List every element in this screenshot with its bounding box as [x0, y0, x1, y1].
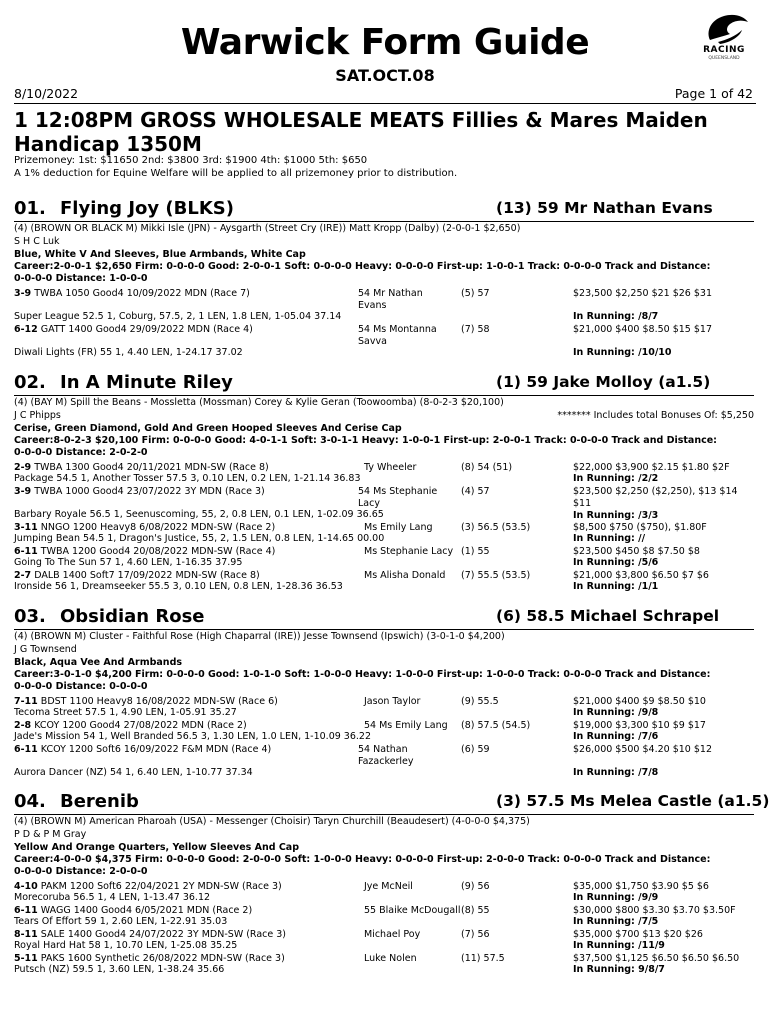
runner-barrier-weight-jockey: (6) 58.5 Michael Schrapel — [496, 607, 720, 625]
runner-breeding: (4) (BROWN M) American Pharoah (USA) - Messenger (Choisir) Taryn Churchill (Beaudesert) (4-0-0-0 $4,375) — [14, 816, 530, 827]
runner-career-distance: 0-0-0-0 Distance: 0-0-0-0 — [14, 681, 148, 692]
runner-career: Career:4-0-0-0 $4,375 Firm: 0-0-0-0 Good: 2-0-0-0 Soft: 1-0-0-0 Heavy: 0-0-0-0 First-up: 2-0-0-0 Track: 0-0-0-0 Track and Distance: — [14, 854, 711, 865]
runner-rule — [14, 395, 754, 396]
run-description — [14, 696, 278, 707]
run-jockey-line1: 55 Blaike McDougall — [364, 905, 461, 916]
run-description — [14, 905, 252, 916]
run-meeting: TWBA 1050 Good4 10/09/2022 MDN (Race 7) — [31, 288, 250, 299]
run-jockey-line1: Jye McNeil — [364, 881, 413, 892]
run-result: Going To The Sun 57 1, 4.60 LEN, 1-16.35 37.95 — [14, 557, 243, 568]
page-title: Warwick Form Guide — [180, 22, 590, 63]
run-in-running: In Running: /9/9 — [573, 892, 659, 903]
run-placing: 7-11 — [14, 696, 38, 707]
run-jockey-line1: Ms Emily Lang — [364, 522, 433, 533]
runner-barrier-weight-jockey: (3) 57.5 Ms Melea Castle (a1.5) — [496, 792, 770, 810]
run-jockey — [364, 696, 420, 708]
run-barrier-weight: (1) 55 — [461, 546, 490, 557]
run-prize-odds: $35,000 $700 $13 $20 $26 — [573, 929, 703, 940]
run-description — [14, 324, 253, 335]
run-jockey — [364, 462, 416, 474]
run-prize-odds: $23,500 $2,250 ($2,250), $13 $14 — [573, 486, 738, 497]
run-in-running: In Running: /2/2 — [573, 473, 659, 484]
run-prize-odds: $21,000 $400 $8.50 $15 $17 — [573, 324, 713, 335]
runner-bonus: ******* Includes total Bonuses Of: $5,250 — [557, 410, 754, 421]
equine-welfare-note: A 1% deduction for Equine Welfare will be applied to all prizemoney prior to distribution. — [14, 168, 458, 179]
race-title: 1 12:08PM GROSS WHOLESALE MEATS Fillies & Mares Maiden Handicap 1350M — [14, 108, 708, 156]
run-meeting: TWBA 1200 Good4 20/08/2022 MDN-SW (Race 4) — [37, 546, 276, 557]
runner-career: Career:2-0-0-1 $2,650 Firm: 0-0-0-0 Good: 2-0-0-1 Soft: 0-0-0-0 Heavy: 0-0-0-0 First-up: 1-0-0-1 Track: 0-0-0-0 Track and Distance: — [14, 261, 711, 272]
run-result: Diwali Lights (FR) 55 1, 4.40 LEN, 1-24.17 37.02 — [14, 347, 243, 358]
run-jockey — [358, 486, 437, 510]
logo-text: RACING — [703, 45, 745, 55]
run-jockey — [364, 720, 448, 732]
run-jockey-line2: Fazackerley — [358, 756, 414, 767]
runner-barrier-weight-jockey: (1) 59 Jake Molloy (a1.5) — [496, 373, 711, 391]
run-meeting: DALB 1400 Soft7 17/09/2022 MDN-SW (Race 8) — [31, 570, 260, 581]
run-jockey — [364, 953, 417, 965]
run-in-running: In Running: /10/10 — [573, 347, 672, 358]
run-prize-odds: $19,000 $3,300 $10 $9 $17 — [573, 720, 706, 731]
run-placing: 3-11 — [14, 522, 38, 533]
run-description — [14, 546, 275, 557]
run-placing: 2-8 — [14, 720, 32, 731]
run-prize-odds: $21,000 $3,800 $6.50 $7 $6 — [573, 570, 709, 581]
run-result: Putsch (NZ) 59.5 1, 3.60 LEN, 1-38.24 35.66 — [14, 964, 225, 975]
runner-name: Obsidian Rose — [60, 606, 205, 627]
runner-colours: Black, Aqua Vee And Armbands — [14, 657, 183, 668]
run-barrier-weight: (6) 59 — [461, 744, 490, 755]
run-prize-odds: $23,500 $450 $8 $7.50 $8 — [573, 546, 700, 557]
run-placing: 3-9 — [14, 288, 32, 299]
run-description — [14, 953, 285, 964]
run-description — [14, 570, 260, 581]
run-barrier-weight: (3) 56.5 (53.5) — [461, 522, 531, 533]
run-in-running: In Running: /1/1 — [573, 581, 659, 592]
run-jockey-line2: Lacy — [358, 498, 380, 509]
runner-career-distance: 0-0-0-0 Distance: 1-0-0-0 — [14, 273, 148, 284]
run-barrier-weight: (8) 55 — [461, 905, 490, 916]
run-in-running: In Running: /5/6 — [573, 557, 659, 568]
runner-colours: Yellow And Orange Quarters, Yellow Sleeves And Cap — [14, 842, 300, 853]
runner-name: Berenib — [60, 791, 139, 812]
run-jockey-line2: Savva — [358, 336, 387, 347]
run-in-running: In Running: /8/7 — [573, 311, 659, 322]
run-jockey — [358, 744, 413, 768]
runner-colours: Cerise, Green Diamond, Gold And Green Hooped Sleeves And Cerise Cap — [14, 423, 402, 434]
runner-barrier-weight-jockey: (13) 59 Mr Nathan Evans — [496, 199, 713, 217]
run-jockey — [364, 905, 460, 917]
run-meeting: KCOY 1200 Good4 27/08/2022 MDN (Race 2) — [31, 720, 247, 731]
meeting-date: SAT.OCT.08 — [335, 66, 435, 85]
run-prize-odds: $35,000 $1,750 $3.90 $5 $6 — [573, 881, 709, 892]
run-result: Ironside 56 1, Dreamseeker 55.5 3, 0.10 LEN, 0.8 LEN, 1-28.36 36.53 — [14, 581, 343, 592]
run-jockey — [364, 929, 420, 941]
runner-owner: J G Townsend — [14, 644, 77, 655]
run-result: Package 54.5 1, Another Tosser 57.5 3, 0.10 LEN, 0.2 LEN, 1-21.14 36.83 — [14, 473, 361, 484]
run-jockey-line2: Evans — [358, 300, 387, 311]
run-jockey-line1: 54 Ms Montanna — [358, 324, 437, 335]
runner-name: In A Minute Riley — [60, 372, 233, 393]
run-in-running: In Running: /11/9 — [573, 940, 665, 951]
run-barrier-weight: (7) 58 — [461, 324, 490, 335]
run-placing: 8-11 — [14, 929, 38, 940]
runner-colours: Blue, White V And Sleeves, Blue Armbands, White Cap — [14, 249, 306, 260]
run-placing: 6-11 — [14, 546, 38, 557]
runner-breeding: (4) (BROWN OR BLACK M) Mikki Isle (JPN) - Aysgarth (Street Cry (IRE)) Matt Kropp (Dalby) (2-0-0-1 $2,650) — [14, 223, 521, 234]
run-meeting: NNGO 1200 Heavy8 6/08/2022 MDN-SW (Race 2) — [37, 522, 276, 533]
run-description — [14, 486, 265, 497]
run-barrier-weight: (8) 54 (51) — [461, 462, 513, 473]
run-prize-odds: $21,000 $400 $9 $8.50 $10 — [573, 696, 706, 707]
run-meeting: PAKS 1600 Synthetic 26/08/2022 MDN-SW (Race 3) — [37, 953, 285, 964]
runner-career: Career:8-0-2-3 $20,100 Firm: 0-0-0-0 Good: 4-0-1-1 Soft: 3-0-1-1 Heavy: 1-0-0-1 First-up: 2-0-0-1 Track: 0-0-0-0 Track and Distance: — [14, 435, 717, 446]
run-prize-odds: $22,000 $3,900 $2.15 $1.80 $2F — [573, 462, 730, 473]
run-in-running: In Running: /7/5 — [573, 916, 659, 927]
run-description — [14, 881, 282, 892]
run-result: Jade's Mission 54 1, Well Branded 56.5 3, 1.30 LEN, 1.0 LEN, 1-10.09 36.22 — [14, 731, 371, 742]
run-jockey-line1: Ms Stephanie Lacy — [364, 546, 454, 557]
run-result: Royal Hard Hat 58 1, 10.70 LEN, 1-25.08 35.25 — [14, 940, 238, 951]
logo-subtext: QUEENSLAND — [708, 56, 740, 61]
runner-owner: S H C Luk — [14, 236, 60, 247]
run-prize-odds-cont: $11 — [573, 498, 592, 509]
run-jockey — [364, 570, 445, 582]
run-jockey-line1: Ms Alisha Donald — [364, 570, 446, 581]
run-description — [14, 288, 250, 299]
run-jockey — [364, 881, 413, 893]
runner-number: 04. — [14, 791, 46, 812]
runner-rule — [14, 221, 754, 222]
run-result: Tears Of Effort 59 1, 2.60 LEN, 1-22.91 35.03 — [14, 916, 228, 927]
run-barrier-weight: (7) 55.5 (53.5) — [461, 570, 531, 581]
run-placing: 3-9 — [14, 486, 32, 497]
run-jockey-line1: Michael Poy — [364, 929, 421, 940]
run-placing: 2-7 — [14, 570, 32, 581]
runner-owner: P D & P M Gray — [14, 829, 87, 840]
run-description — [14, 929, 286, 940]
run-jockey-line1: Luke Nolen — [364, 953, 417, 964]
run-result: Jumping Bean 54.5 1, Dragon's Justice, 55, 2, 1.5 LEN, 0.8 LEN, 1-14.65 00.00 — [14, 533, 385, 544]
run-result: Morecoruba 56.5 1, 4 LEN, 1-13.47 36.12 — [14, 892, 211, 903]
page-number: Page 1 of 42 — [674, 86, 753, 101]
runner-career-distance: 0-0-0-0 Distance: 2-0-2-0 — [14, 447, 148, 458]
run-prize-odds: $23,500 $2,250 $21 $26 $31 — [573, 288, 713, 299]
run-meeting: PAKM 1200 Soft6 22/04/2021 2Y MDN-SW (Race 3) — [37, 881, 282, 892]
runner-number: 03. — [14, 606, 46, 627]
run-jockey — [358, 288, 423, 312]
run-meeting: GATT 1400 Good4 29/09/2022 MDN (Race 4) — [37, 324, 253, 335]
run-placing: 5-11 — [14, 953, 38, 964]
run-placing: 6-12 — [14, 324, 38, 335]
run-prize-odds: $37,500 $1,125 $6.50 $6.50 $6.50 — [573, 953, 740, 964]
run-placing: 6-11 — [14, 744, 38, 755]
runner-rule — [14, 814, 754, 815]
prizemoney: Prizemoney: 1st: $11650 2nd: $3800 3rd: $1900 4th: $1000 5th: $650 — [14, 155, 368, 166]
run-meeting: TWBA 1300 Good4 20/11/2021 MDN-SW (Race 8) — [31, 462, 269, 473]
run-jockey-line1: 54 Ms Emily Lang — [364, 720, 448, 731]
horse-logo-icon — [696, 12, 756, 46]
runner-breeding: (4) (BAY M) Spill the Beans - Mossletta (Mossman) Corey & Kylie Geran (Toowoomba) (8-0-2-3 $20,100) — [14, 397, 504, 408]
runner-career-distance: 0-0-0-0 Distance: 2-0-0-0 — [14, 866, 148, 877]
runner-number: 01. — [14, 198, 46, 219]
runner-career: Career:3-0-1-0 $4,200 Firm: 0-0-0-0 Good: 1-0-1-0 Soft: 1-0-0-0 Heavy: 1-0-0-0 First-up: 1-0-0-0 Track: 0-0-0-0 Track and Distance: — [14, 669, 711, 680]
racing-queensland-logo — [696, 12, 756, 64]
run-in-running: In Running: /3/3 — [573, 510, 659, 521]
run-in-running: In Running: /7/6 — [573, 731, 659, 742]
run-prize-odds: $8,500 $750 ($750), $1.80F — [573, 522, 707, 533]
header-rule — [14, 103, 756, 104]
runner-heading — [14, 198, 234, 219]
run-in-running: In Running: /9/8 — [573, 707, 659, 718]
run-in-running: In Running: // — [573, 533, 646, 544]
run-jockey — [364, 546, 453, 558]
run-barrier-weight: (9) 56 — [461, 881, 490, 892]
run-meeting: SALE 1400 Good4 24/07/2022 3Y MDN-SW (Race 3) — [37, 929, 286, 940]
run-result: Tecoma Street 57.5 1, 4.90 LEN, 1-05.91 35.27 — [14, 707, 237, 718]
run-result: Barbary Royale 56.5 1, Seenuscoming, 55, 2, 0.8 LEN, 0.1 LEN, 1-02.09 36.65 — [14, 509, 384, 520]
run-barrier-weight: (4) 57 — [461, 486, 490, 497]
run-jockey — [358, 324, 437, 348]
run-jockey-line1: 54 Ms Stephanie — [358, 486, 438, 497]
runner-heading — [14, 791, 139, 812]
run-barrier-weight: (9) 55.5 — [461, 696, 499, 707]
runner-heading — [14, 372, 233, 393]
runner-owner: J C Phipps — [14, 410, 61, 421]
run-in-running: In Running: 9/8/7 — [573, 964, 665, 975]
runner-rule — [14, 629, 754, 630]
run-placing: 6-11 — [14, 905, 38, 916]
run-result: Aurora Dancer (NZ) 54 1, 6.40 LEN, 1-10.77 37.34 — [14, 767, 253, 778]
run-placing: 2-9 — [14, 462, 32, 473]
run-description — [14, 720, 247, 731]
run-description — [14, 462, 269, 473]
runner-number: 02. — [14, 372, 46, 393]
runner-heading — [14, 606, 205, 627]
run-placing: 4-10 — [14, 881, 38, 892]
run-barrier-weight: (8) 57.5 (54.5) — [461, 720, 531, 731]
run-jockey-line1: Jason Taylor — [364, 696, 421, 707]
run-jockey-line1: 54 Mr Nathan — [358, 288, 423, 299]
run-result: Super League 52.5 1, Coburg, 57.5, 2, 1 LEN, 1.8 LEN, 1-05.04 37.14 — [14, 311, 342, 322]
run-prize-odds: $26,000 $500 $4.20 $10 $12 — [573, 744, 713, 755]
run-jockey-line1: Ty Wheeler — [364, 462, 417, 473]
print-date: 8/10/2022 — [14, 86, 79, 101]
run-prize-odds: $30,000 $800 $3.30 $3.70 $3.50F — [573, 905, 736, 916]
run-meeting: BDST 1100 Heavy8 16/08/2022 MDN-SW (Race 6) — [37, 696, 278, 707]
run-meeting: KCOY 1200 Soft6 16/09/2022 F&M MDN (Race 4) — [37, 744, 272, 755]
run-barrier-weight: (5) 57 — [461, 288, 490, 299]
run-meeting: TWBA 1000 Good4 23/07/2022 3Y MDN (Race 3) — [31, 486, 265, 497]
run-barrier-weight: (7) 56 — [461, 929, 490, 940]
run-description — [14, 744, 271, 755]
run-barrier-weight: (11) 57.5 — [461, 953, 505, 964]
run-meeting: WAGG 1400 Good4 6/05/2021 MDN (Race 2) — [37, 905, 253, 916]
runner-breeding: (4) (BROWN M) Cluster - Faithful Rose (High Chaparral (IRE)) Jesse Townsend (Ipswich) (3-0-1-0 $4,200) — [14, 631, 505, 642]
run-in-running: In Running: /7/8 — [573, 767, 659, 778]
run-jockey-line1: 54 Nathan — [358, 744, 408, 755]
run-description — [14, 522, 275, 533]
runner-name: Flying Joy (BLKS) — [60, 198, 234, 219]
